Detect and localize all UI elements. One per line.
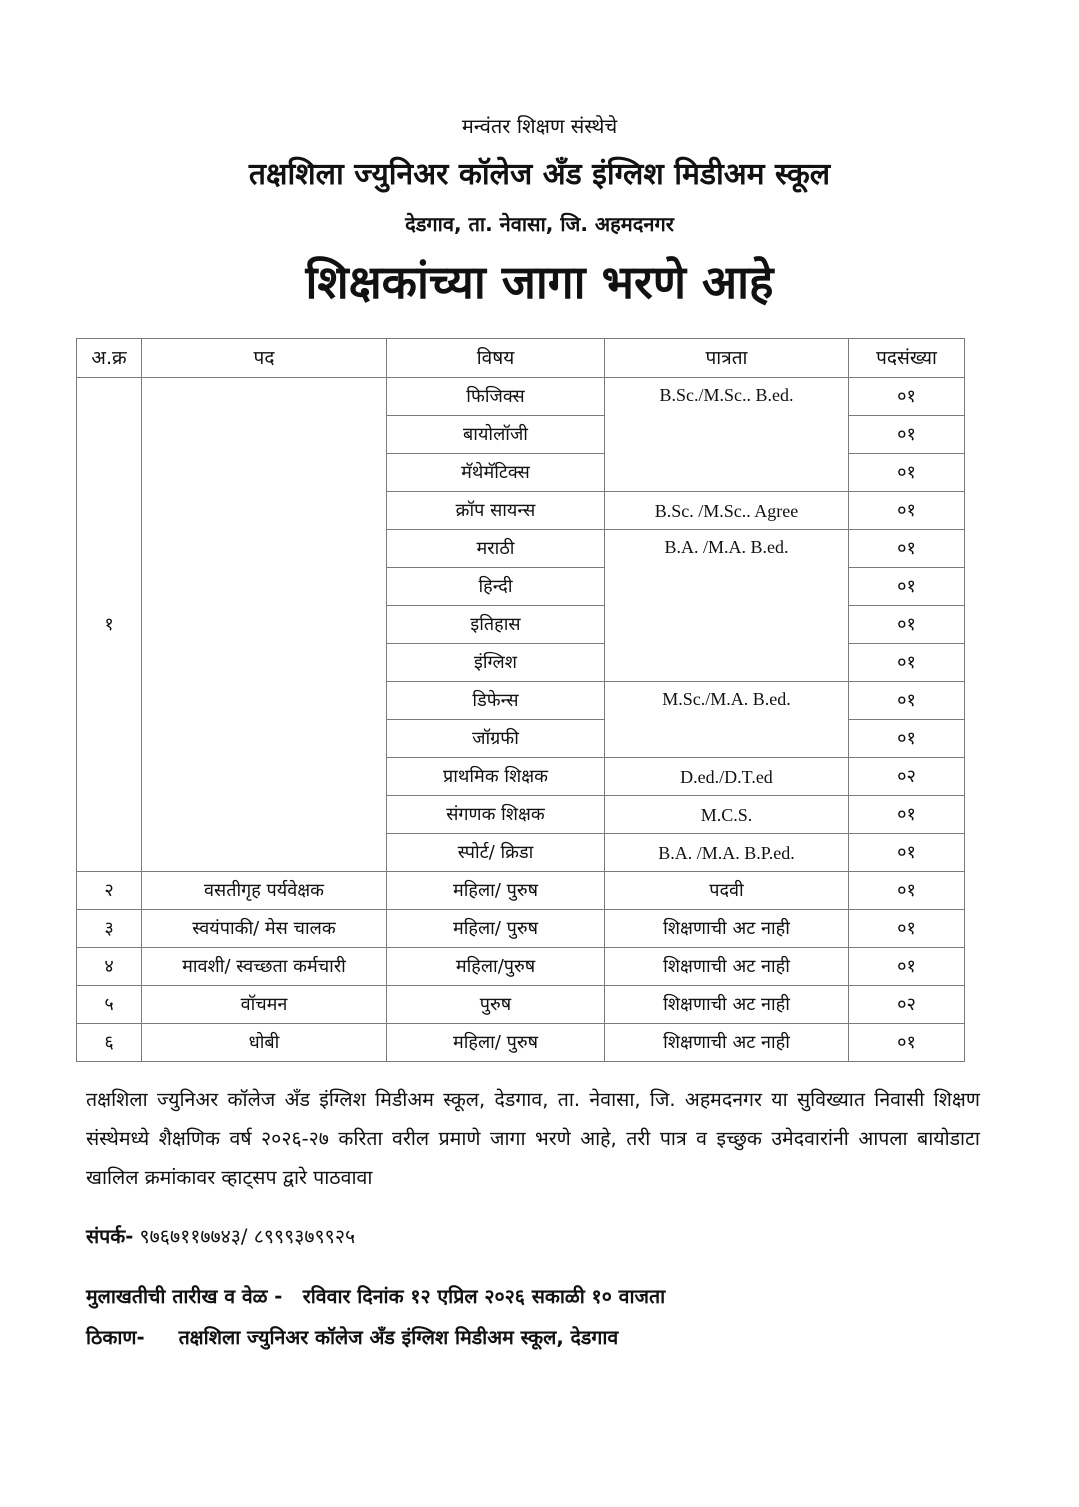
subject-cell: महिला/ पुरुष — [387, 1024, 605, 1062]
vacancy-table — [76, 338, 965, 1062]
post-cell: स्वयंपाकी/ मेस चालक — [142, 910, 387, 948]
table-row — [77, 378, 965, 416]
count-cell: ०१ — [849, 530, 965, 568]
subject-cell: स्पोर्ट/ क्रिडा — [387, 834, 605, 872]
column-header-post: पद — [142, 339, 387, 378]
qualification-cell: पदवी — [605, 872, 849, 910]
post-cell — [142, 378, 387, 872]
subject-cell: प्राथमिक शिक्षक — [387, 758, 605, 796]
subject-cell: मॅथेमॅटिक्स — [387, 454, 605, 492]
page-title: शिक्षकांच्या जागा भरणे आहे — [305, 255, 774, 309]
count-cell: ०१ — [849, 796, 965, 834]
column-header-qualification: पात्रता — [605, 339, 849, 378]
qualification-cell: शिक्षणाची अट नाही — [605, 948, 849, 986]
subject-cell: हिन्दी — [387, 568, 605, 606]
contact-line — [86, 1222, 355, 1249]
table-row — [77, 910, 965, 948]
count-cell: ०१ — [849, 606, 965, 644]
count-cell: ०१ — [849, 948, 965, 986]
count-cell: ०१ — [849, 416, 965, 454]
count-cell: ०१ — [849, 454, 965, 492]
subject-cell: महिला/ पुरुष — [387, 872, 605, 910]
organization-name: मन्वंतर शिक्षण संस्थेचे — [461, 114, 618, 138]
count-cell: ०१ — [849, 720, 965, 758]
post-cell: वसतीगृह पर्यवेक्षक — [142, 872, 387, 910]
interview-label: मुलाखतीची तारीख व वेळ - — [86, 1285, 283, 1308]
qualification-cell: D.ed./D.T.ed — [605, 758, 849, 796]
count-cell: ०१ — [849, 644, 965, 682]
qualification-cell: M.C.S. — [605, 796, 849, 834]
qualification-cell: शिक्षणाची अट नाही — [605, 986, 849, 1024]
table-row — [77, 948, 965, 986]
description-paragraph: तक्षशिला ज्युनिअर कॉलेज अँड इंग्लिश मिडीअम स्कूल, देडगाव, ता. नेवासा, जि. अहमदनगर या सुविख्यात निवासी शिक्षण संस्थेमध्ये शैक्षणिक वर्ष २०२६-२७ करिता वरील प्रमाणे जागा भरणे आहे, तरी पात्र व इच्छुक उमेदवारांनी आपला बायोडाटा खालिल क्रमांकावर व्हाट्सप द्वारे पाठवावा — [86, 1088, 980, 1189]
count-cell: ०१ — [849, 872, 965, 910]
table-row — [77, 872, 965, 910]
subject-cell: महिला/ पुरुष — [387, 910, 605, 948]
qualification-cell: शिक्षणाची अट नाही — [605, 1024, 849, 1062]
count-cell: ०१ — [849, 910, 965, 948]
subject-cell: बायोलॉजी — [387, 416, 605, 454]
column-header-subject: विषय — [387, 339, 605, 378]
count-cell: ०१ — [849, 492, 965, 530]
subject-cell: क्रॉप सायन्स — [387, 492, 605, 530]
qualification-cell: B.Sc. /M.Sc.. Agree — [605, 492, 849, 530]
sr-cell: २ — [77, 872, 142, 910]
qualification-cell: B.A. /M.A. B.ed. — [605, 530, 849, 682]
column-header-sr: अ.क्र — [77, 339, 142, 378]
subject-cell: महिला/पुरुष — [387, 948, 605, 986]
school-name: तक्षशिला ज्युनिअर कॉलेज अँड इंग्लिश मिडीअम स्कूल — [248, 157, 831, 192]
subject-cell: जॉग्रफी — [387, 720, 605, 758]
qualification-cell: शिक्षणाची अट नाही — [605, 910, 849, 948]
contact-numbers: ९७६७११७७४३/ ८९९९३७९९२५ — [139, 1225, 356, 1248]
sr-cell: ५ — [77, 986, 142, 1024]
interview-line — [86, 1282, 665, 1309]
subject-cell: मराठी — [387, 530, 605, 568]
subject-cell: इंग्लिश — [387, 644, 605, 682]
sr-cell: ६ — [77, 1024, 142, 1062]
table-header-row — [77, 339, 965, 378]
contact-label: संपर्क- — [86, 1225, 134, 1248]
sr-cell: ४ — [77, 948, 142, 986]
count-cell: ०२ — [849, 986, 965, 1024]
subject-cell: पुरुष — [387, 986, 605, 1024]
venue-label: ठिकाण- — [86, 1326, 145, 1349]
qualification-cell: B.Sc./M.Sc.. B.ed. — [605, 378, 849, 492]
school-address: देडगाव, ता. नेवासा, जि. अहमदनगर — [405, 212, 674, 236]
venue-value: तक्षशिला ज्युनिअर कॉलेज अँड इंग्लिश मिडीअम स्कूल, देडगाव — [178, 1326, 619, 1349]
subject-cell: डिफेन्स — [387, 682, 605, 720]
post-cell: मावशी/ स्वच्छता कर्मचारी — [142, 948, 387, 986]
column-header-count: पदसंख्या — [849, 339, 965, 378]
qualification-cell: M.Sc./M.A. B.ed. — [605, 682, 849, 758]
count-cell: ०१ — [849, 1024, 965, 1062]
table-row — [77, 1024, 965, 1062]
subject-cell: इतिहास — [387, 606, 605, 644]
count-cell: ०२ — [849, 758, 965, 796]
table-row — [77, 986, 965, 1024]
sr-cell: ३ — [77, 910, 142, 948]
count-cell: ०१ — [849, 682, 965, 720]
subject-cell: फिजिक्स — [387, 378, 605, 416]
count-cell: ०१ — [849, 568, 965, 606]
count-cell: ०१ — [849, 834, 965, 872]
venue-line — [86, 1323, 618, 1350]
count-cell: ०१ — [849, 378, 965, 416]
sr-cell: १ — [77, 378, 142, 872]
post-cell: वॉचमन — [142, 986, 387, 1024]
post-cell: धोबी — [142, 1024, 387, 1062]
interview-datetime: रविवार दिनांक १२ एप्रिल २०२६ सकाळी १० वाजता — [302, 1285, 666, 1308]
subject-cell: संगणक शिक्षक — [387, 796, 605, 834]
qualification-cell: B.A. /M.A. B.P.ed. — [605, 834, 849, 872]
